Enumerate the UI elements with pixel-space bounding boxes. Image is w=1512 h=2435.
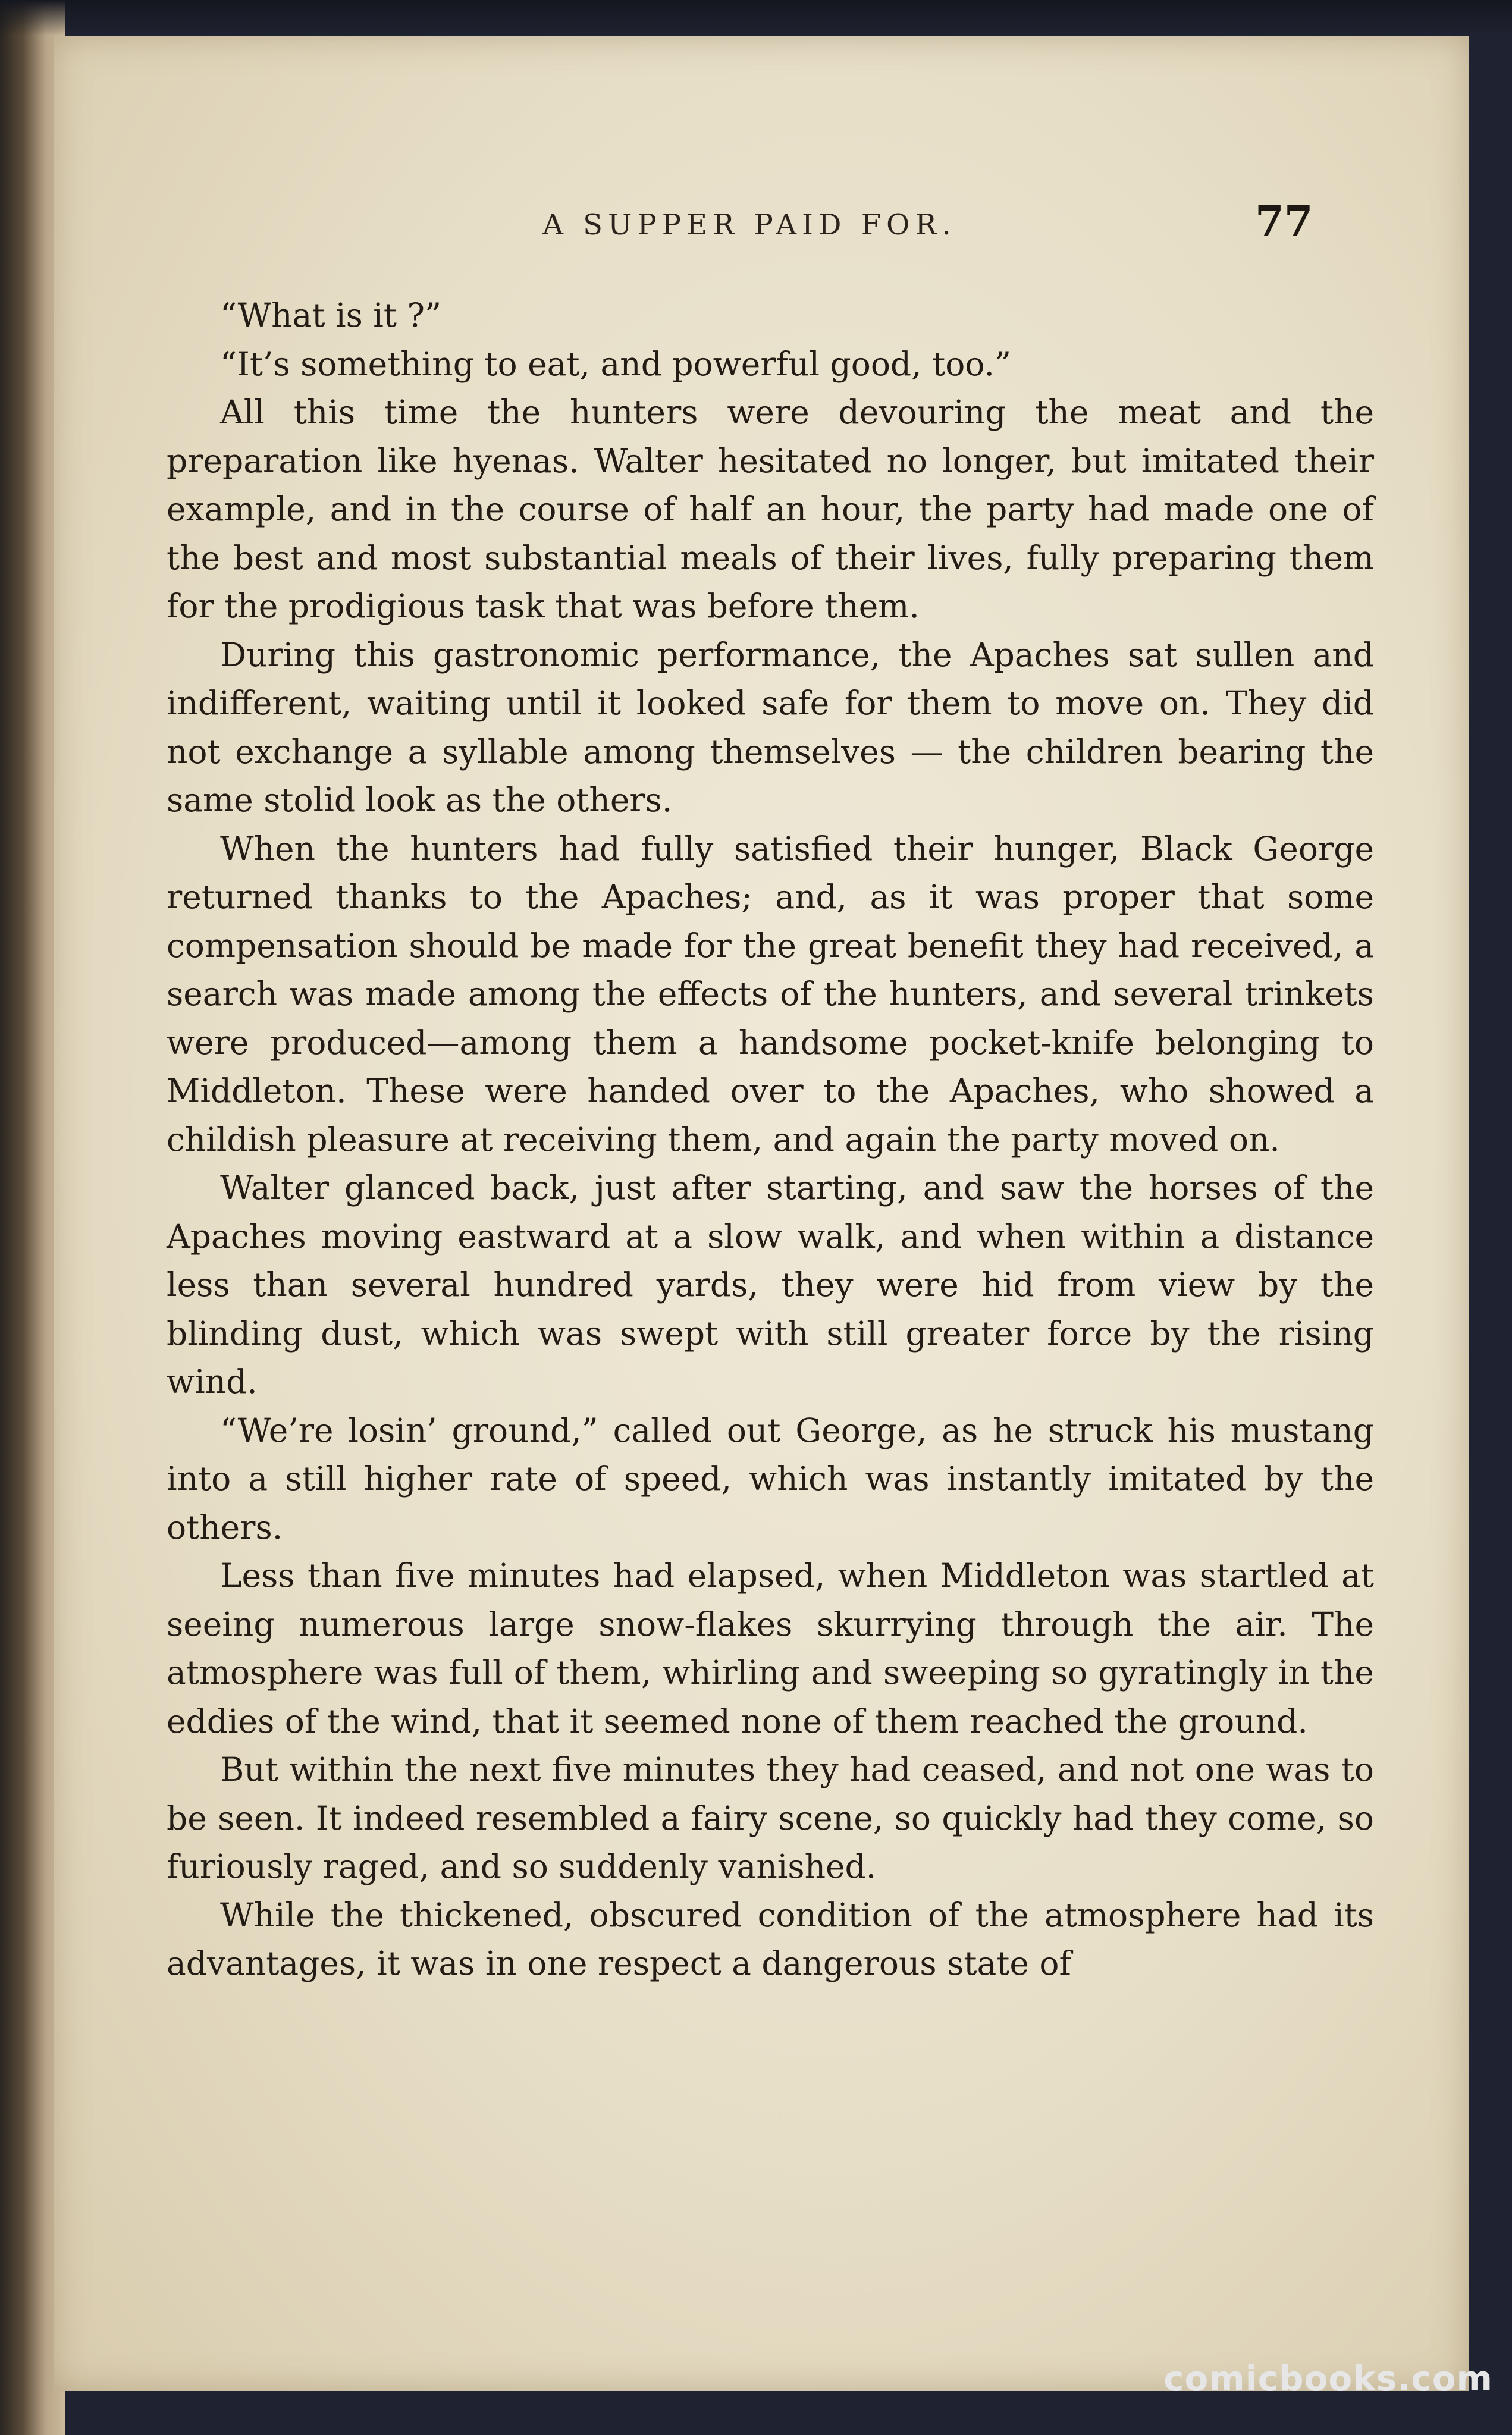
- paragraph: But within the next five minutes they had ceased, and not one was to be seen. It indeed resembled a fairy scene, so quickly had they come, so furiously raged, and so suddenly vanished.: [167, 1750, 1374, 1885]
- page-body: [167, 291, 1374, 1988]
- paragraph: “What is it ?”: [220, 296, 442, 334]
- paragraph: “We’re losin’ ground,” called out George, as he struck his mustang into a still higher rate of speed, which was instantly imitated by the others.: [167, 1411, 1374, 1546]
- scan-top-shadow: [0, 0, 1512, 36]
- paragraph: Walter glanced back, just after starting, and saw the horses of the Apaches moving eastward at a slow walk, and when within a distance less than several hundred yards, they were hid from view by the blinding dust, which was swept with still greater force by the rising wind.: [167, 1169, 1374, 1401]
- paragraph: During this gastronomic performance, the Apaches sat sullen and indifferent, waiting until it looked safe for them to move on. They did not exchange a syllable among themselves — the children bearing the same stolid look as the others.: [167, 635, 1374, 819]
- page-header: [54, 178, 1469, 250]
- running-head: A SUPPER PAID FOR.: [542, 208, 956, 241]
- book-page: [54, 36, 1469, 2391]
- paragraph: Less than five minutes had elapsed, when Middleton was startled at seeing numerous large snow-flakes skurrying through the air. The atmosphere was full of them, whirling and sweeping so gyratingly in the eddies of the wind, that it seemed none of them reached the ground.: [167, 1557, 1374, 1740]
- paragraph: When the hunters had fully satisfied their hunger, Black George returned thanks to the Apaches; and, as it was proper that some compensation should be made for the great benefit they had received, a search was made among the effects of the hunters, and several trinkets were produced—among them a handsome pocket-knife belonging to Middleton. These were handed over to the Apaches, who showed a childish pleasure at receiving them, and again the party moved on.: [167, 829, 1374, 1159]
- page-number: 77: [1255, 196, 1313, 246]
- paragraph: All this time the hunters were devouring the meat and the preparation like hyenas. Walter hesitated no longer, but imitated their example, and in the course of half an hour, the party had made one of the best and most substantial meals of their lives, fully preparing them for the prodigious task that was before them.: [167, 393, 1374, 625]
- paragraph: “It’s something to eat, and powerful good, too.”: [220, 344, 1012, 383]
- source-watermark: comicbooks.com: [1163, 2358, 1493, 2399]
- paragraph: While the thickened, obscured condition of the atmosphere had its advantages, it was in one respect a dangerous state of: [167, 1896, 1374, 1982]
